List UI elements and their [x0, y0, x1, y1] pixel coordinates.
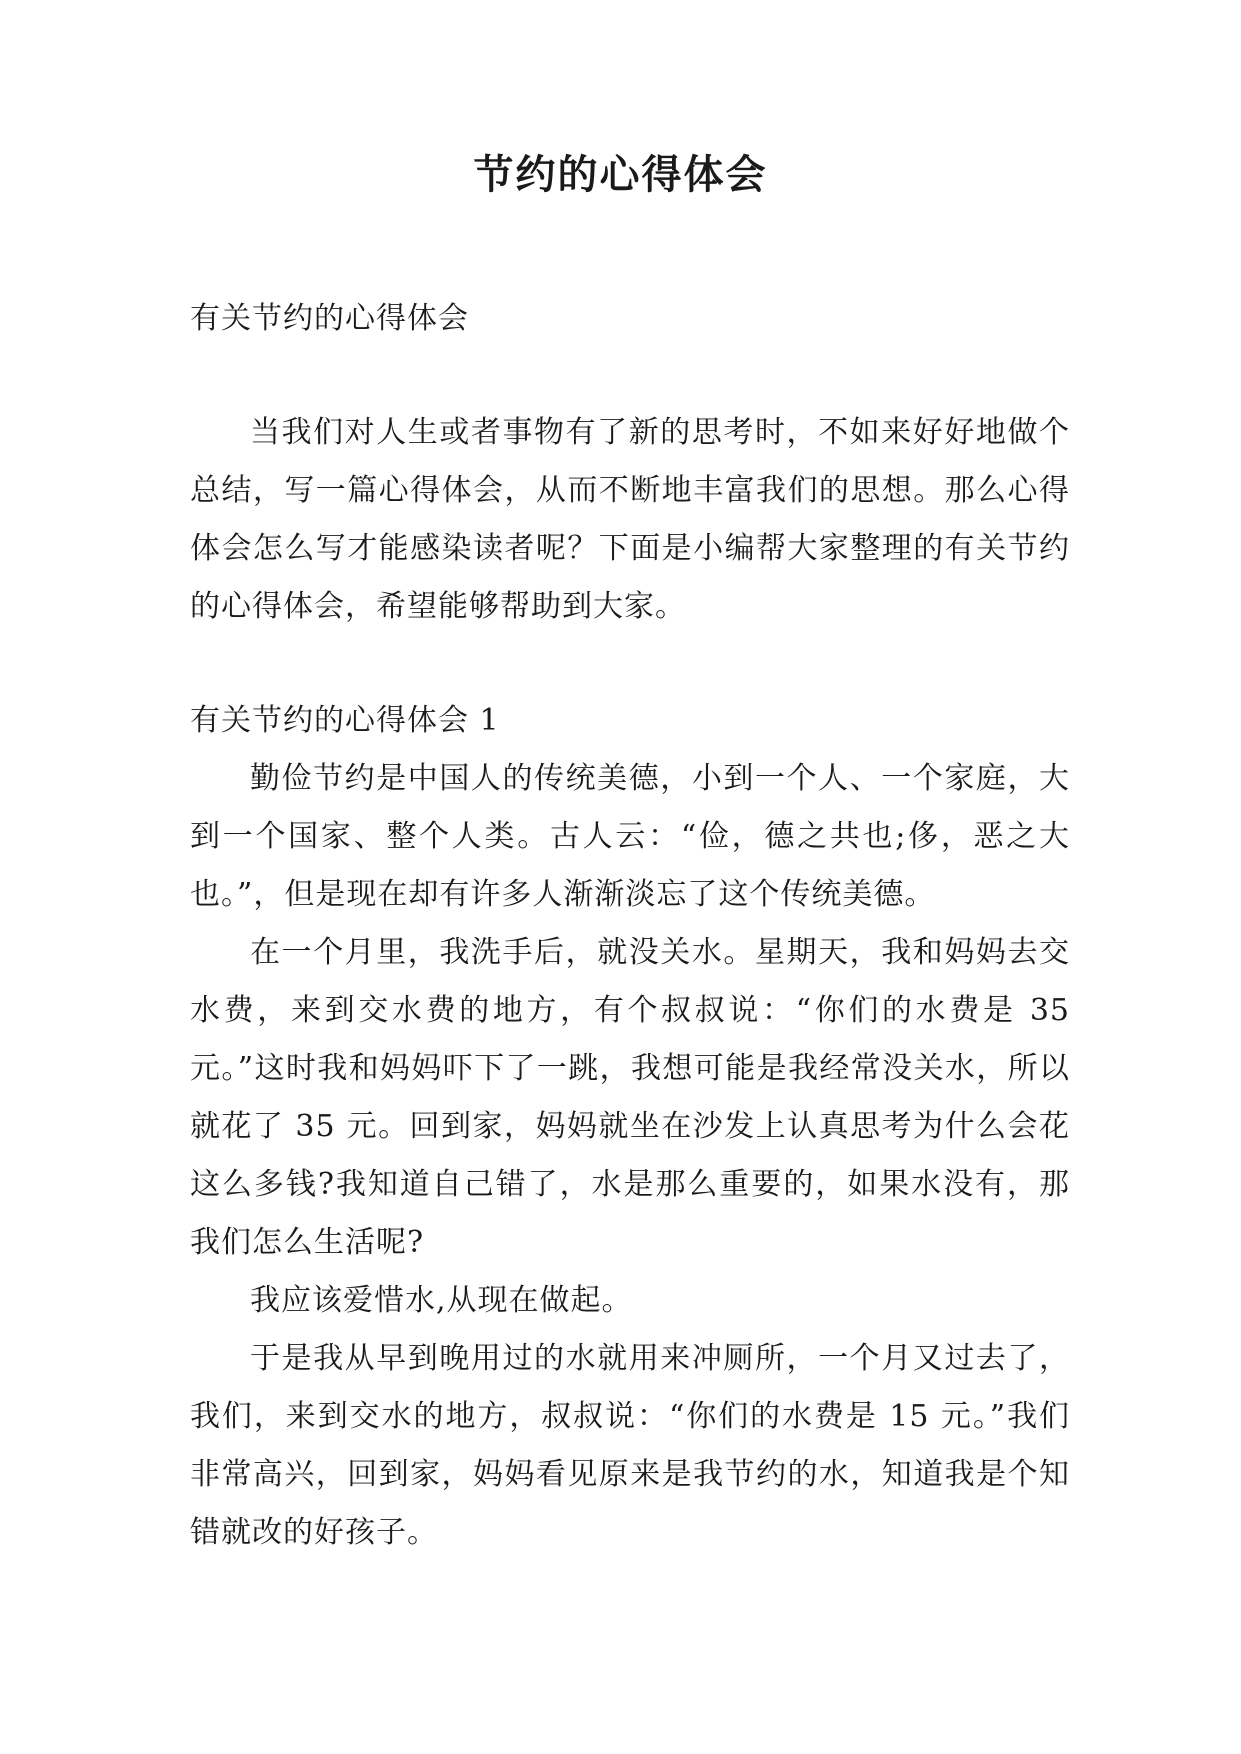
- intro-paragraph: 当我们对人生或者事物有了新的思考时，不如来好好地做个总结，写一篇心得体会，从而不断地丰富我们的思想。那么心得体会怎么写才能感染读者呢？下面是小编帮大家整理的有关节约的心得体会，希望能够帮助到大家。: [190, 415, 1070, 624]
- document-body: [190, 290, 1070, 1562]
- section-heading: 有关节约的心得体会 1: [190, 703, 500, 738]
- spacer: [190, 636, 1070, 692]
- body-paragraph: 勤俭节约是中国人的传统美德，小到一个人、一个家庭，大到一个国家、整个人类。古人云：“俭，德之共也;侈，恶之大也。”，但是现在却有许多人渐渐淡忘了这个传统美德。: [190, 761, 1070, 912]
- body-paragraph: 我应该爱惜水,从现在做起。: [250, 1283, 633, 1318]
- spacer: [190, 348, 1070, 404]
- body-paragraph: 在一个月里，我洗手后，就没关水。星期天，我和妈妈去交水费，来到交水费的地方，有个叔叔说：“你们的水费是 35 元。”这时我和妈妈吓下了一跳，我想可能是我经常没关水，所以就花了 35 元。回到家，妈妈就坐在沙发上认真思考为什么会花这么多钱?我知道自己错了，水是那么重要的，如果水没有，那我们怎么生活呢?: [190, 935, 1070, 1260]
- body-paragraph: 于是我从早到晚用过的水就用来冲厕所，一个月又过去了，我们，来到交水的地方，叔叔说：“你们的水费是 15 元。”我们非常高兴，回到家，妈妈看见原来是我节约的水，知道我是个知错就改的好孩子。: [190, 1341, 1070, 1550]
- page-title: 节约的心得体会: [473, 151, 768, 198]
- document-subtitle: 有关节约的心得体会: [190, 301, 469, 336]
